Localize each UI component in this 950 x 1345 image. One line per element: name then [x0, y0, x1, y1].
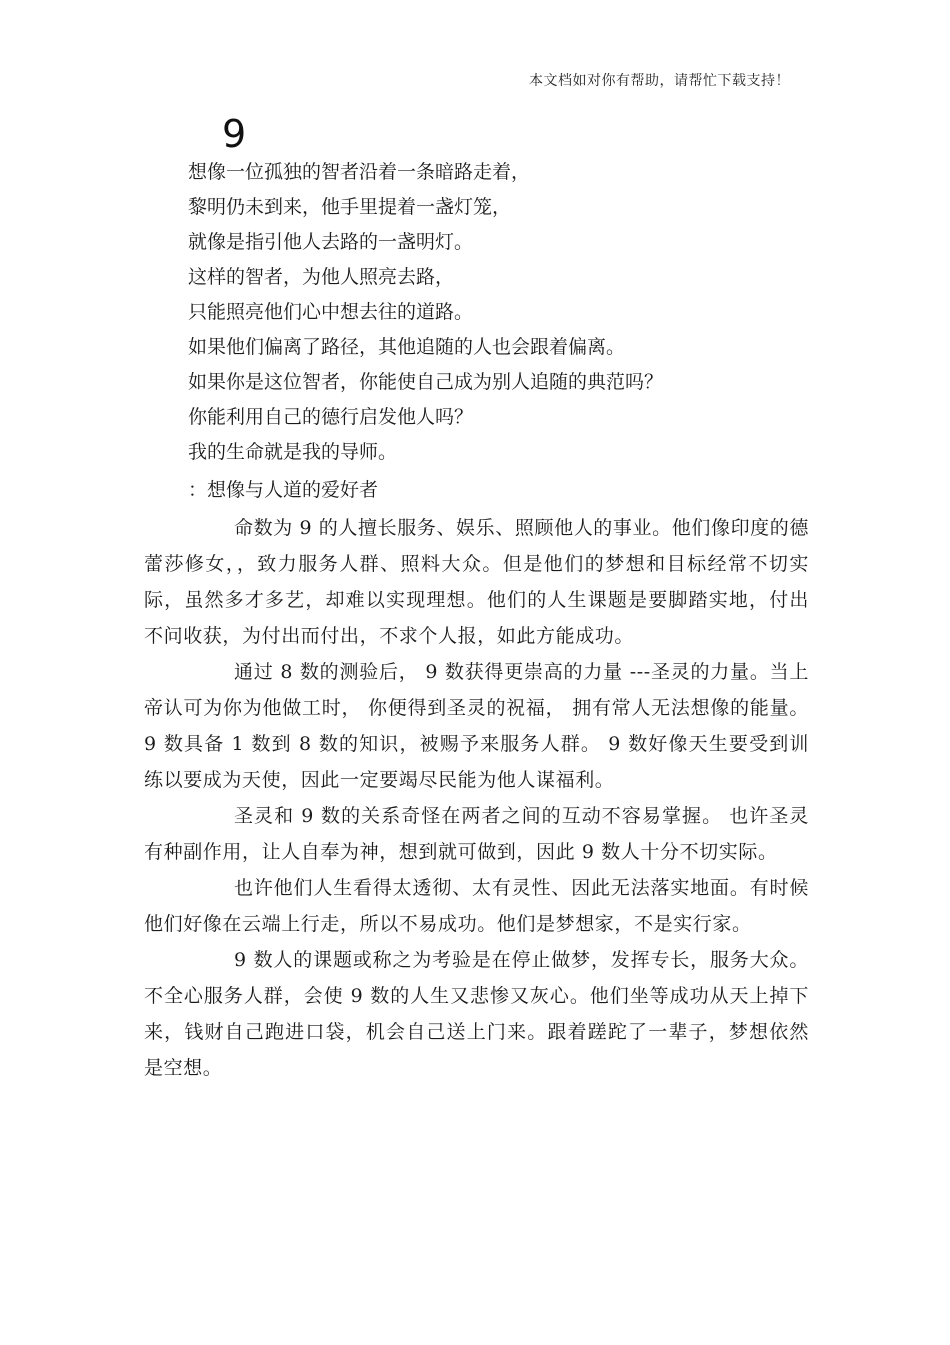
page-title: 9: [222, 112, 247, 156]
poem-line: 如果他们偏离了路径，其他追随的人也会跟着偏离。: [188, 336, 626, 358]
poem-line: 只能照亮他们心中想去往的道路。: [188, 301, 474, 323]
header-note: 本文档如对你有帮助，请帮忙下载支持！: [529, 73, 790, 89]
paragraph: 9 数人的课题或称之为考验是在停止做梦，发挥专长，服务大众。不全心服务人群，会使 9 数的人生又悲惨又灰心。他们坐等成功从天上掉下来，钱财自己跑进口袋，机会自己送上门来。跟着蹉跎了一辈子，梦想依然是空想。: [144, 949, 809, 1079]
section-subtitle: ：想像与人道的爱好者: [188, 479, 379, 501]
body-text: [144, 510, 809, 1086]
poem-line: 我的生命就是我的导师。: [188, 441, 398, 463]
paragraph: 圣灵和 9 数的关系奇怪在两者之间的互动不容易掌握。 也许圣灵有种副作用，让人自奉为神，想到就可做到，因此 9 数人十分不切实际。: [144, 805, 809, 863]
poem-line: 这样的智者，为他人照亮去路，: [188, 266, 455, 288]
paragraph: 通过 8 数的测验后， 9 数获得更崇高的力量 ---圣灵的力量。当上帝认可为你为他做工时， 你便得到圣灵的祝福， 拥有常人无法想像的能量。 9 数具备 1 数到 8 数的知识，被赐予来服务人群。 9 数好像天生要受到训练以要成为天使，因此一定要竭尽民能为他人谋福利。: [144, 661, 809, 791]
poem-line: 就像是指引他人去路的一盏明灯。: [188, 231, 474, 253]
poem: [188, 155, 663, 470]
poem-line: 如果你是这位智者，你能使自己成为别人追随的典范吗？: [188, 371, 664, 393]
paragraph: 命数为 9 的人擅长服务、娱乐、照顾他人的事业。他们像印度的德蕾莎修女，，致力服务人群、照料大众。但是他们的梦想和目标经常不切实际，虽然多才多艺，却难以实现理想。他们的人生课题是要脚踏实地，付出不问收获，为付出而付出，不求个人报，如此方能成功。: [144, 517, 809, 647]
paragraph: 也许他们人生看得太透彻、太有灵性、因此无法落实地面。有时候他们好像在云端上行走，所以不易成功。他们是梦想家，不是实行家。: [144, 877, 809, 935]
poem-line: 你能利用自己的德行启发他人吗？: [188, 406, 474, 428]
poem-line: 想像一位孤独的智者沿着一条暗路走着，: [188, 161, 531, 183]
poem-line: 黎明仍未到来，他手里提着一盏灯笼，: [188, 196, 512, 218]
